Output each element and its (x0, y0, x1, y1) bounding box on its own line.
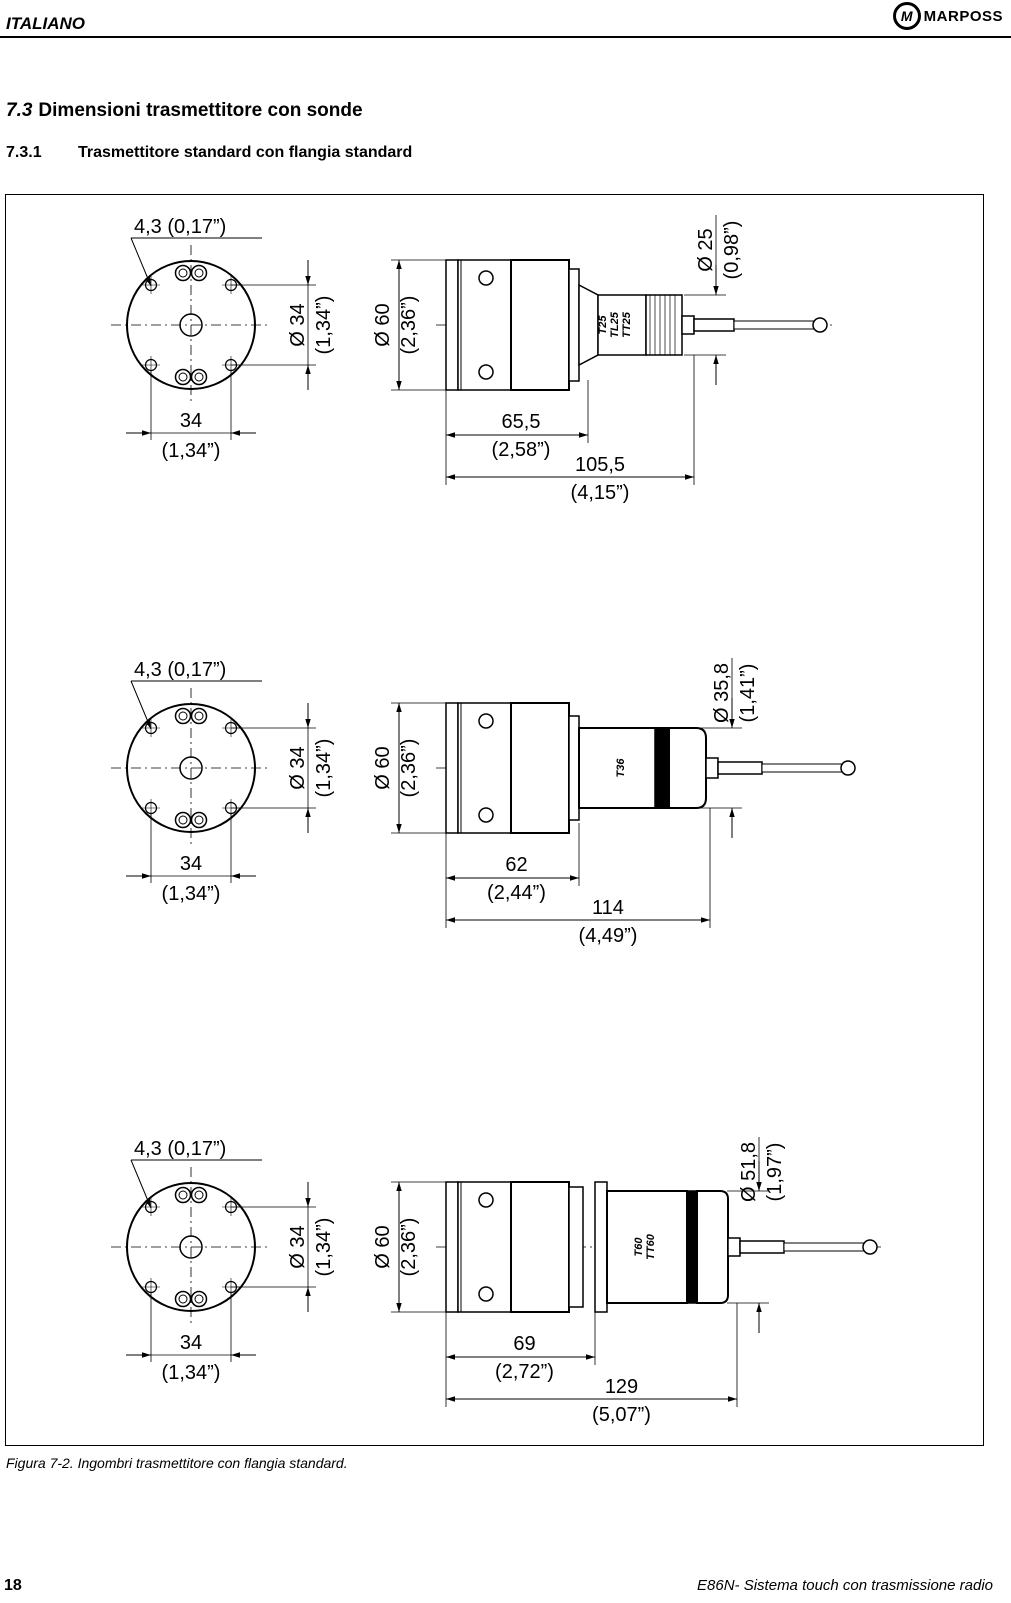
probe-taper (579, 285, 598, 365)
probe-band (687, 1191, 697, 1303)
leader-arrow (131, 1160, 151, 1208)
figure-caption: Figura 7-2. Ingombri trasmettitore con flangia standard. (6, 1455, 348, 1471)
probe-model-label: TT25 (621, 312, 633, 338)
collar (569, 1187, 583, 1307)
stylus-shaft (734, 321, 814, 329)
transmitter-housing (511, 260, 569, 390)
probe-band (655, 728, 669, 808)
flange-diameter-in: (1,34”) (313, 738, 335, 798)
screw-head (176, 266, 191, 281)
body-end-plate (446, 703, 458, 833)
body-block (458, 260, 511, 390)
probe-diameter-mm: Ø 51,8 (738, 1141, 760, 1203)
header-rule (0, 36, 1011, 38)
collar (569, 269, 579, 381)
length-flange-mm: 62 (505, 854, 528, 876)
view-2 (111, 658, 856, 947)
flange-diameter-mm: Ø 34 (287, 303, 309, 347)
probe-model-label: TL25 (609, 312, 621, 338)
flange-diameter-in: (1,34”) (313, 295, 335, 355)
probe-diameter-in: (1,97”) (764, 1142, 786, 1202)
flange-width-mm: 34 (179, 853, 203, 875)
page-number: 18 (4, 1577, 22, 1594)
length-flange-mm: 65,5 (501, 411, 541, 433)
body-block (458, 703, 511, 833)
screw-socket (195, 269, 203, 277)
probe-cap (669, 728, 706, 808)
stylus-shaft (762, 764, 842, 772)
body-end-plate (446, 1182, 458, 1312)
screw-head (176, 709, 191, 724)
probe-diameter-in: (0,98”) (721, 220, 743, 280)
stylus-adapter (682, 316, 694, 334)
screw-head (192, 1292, 207, 1307)
body-diameter-in: (2,36”) (398, 738, 420, 798)
body-diameter-mm: Ø 60 (372, 1225, 394, 1269)
screw-head (192, 266, 207, 281)
stylus-shaft (784, 1243, 864, 1251)
flange-ring (595, 1182, 607, 1312)
flange-width-in: (1,34”) (161, 883, 221, 905)
collar (569, 716, 579, 820)
probe-diameter-mm: Ø 25 (695, 228, 717, 272)
screw-socket (195, 1295, 203, 1303)
length-flange-mm: 69 (513, 1333, 536, 1355)
screw-socket (195, 816, 203, 824)
transmitter-housing (511, 1182, 569, 1312)
body-block (458, 1182, 511, 1312)
screw-socket (179, 712, 187, 720)
body-end-plate (446, 260, 458, 390)
screw-socket (195, 1191, 203, 1199)
probe-cap (646, 295, 682, 355)
stylus-holder (718, 762, 762, 774)
stylus-ball (863, 1240, 877, 1254)
flange-width-in: (1,34”) (161, 1362, 221, 1384)
flange-hole-dimension: 4,3 (0,17”) (134, 1138, 227, 1160)
probe-model-label: T36 (615, 758, 627, 778)
flange-diameter-in: (1,34”) (313, 1217, 335, 1277)
screw-socket (195, 712, 203, 720)
length-total-mm: 114 (592, 897, 624, 919)
marposs-logo-text: MARPOSS (923, 7, 1003, 25)
screw-head (176, 1292, 191, 1307)
document-title: E86N- Sistema touch con trasmissione radio (697, 1577, 993, 1594)
body-diameter-mm: Ø 60 (372, 303, 394, 347)
stylus-holder (740, 1241, 784, 1253)
header-language: ITALIANO (6, 14, 86, 33)
length-total-mm: 129 (604, 1376, 639, 1398)
view-1 (111, 215, 836, 504)
flange-width-in: (1,34”) (161, 440, 221, 462)
stylus-adapter (728, 1238, 740, 1256)
body-diameter-in: (2,36”) (398, 1217, 420, 1277)
stylus-ball (813, 318, 827, 332)
screw-head (176, 1188, 191, 1203)
screw-socket (179, 1295, 187, 1303)
flange-width-mm: 34 (179, 1332, 203, 1354)
flange-diameter-mm: Ø 34 (287, 1225, 309, 1269)
stylus-ball (841, 761, 855, 775)
subsection-title: Trasmettitore standard con flangia standard (78, 144, 413, 161)
section-heading (6, 100, 363, 122)
flange-width-mm: 34 (179, 410, 203, 432)
screw-socket (179, 373, 187, 381)
screw-head (192, 813, 207, 828)
screw-socket (179, 269, 187, 277)
view-3 (111, 1137, 881, 1426)
screw-head (192, 1188, 207, 1203)
subsection-number: 7.3.1 (6, 144, 42, 161)
length-total-in: (4,15”) (570, 482, 630, 504)
length-flange-in: (2,44”) (487, 882, 546, 904)
screw-socket (179, 1191, 187, 1199)
body-diameter-in: (2,36”) (398, 295, 420, 355)
probe-model-label: TT60 (645, 1234, 657, 1260)
marposs-logo (893, 2, 1003, 30)
probe-model-label: T25 (597, 315, 609, 335)
screw-socket (179, 816, 187, 824)
section-number: 7.3 (6, 100, 33, 121)
dimension-figure (5, 194, 984, 1446)
body-diameter-mm: Ø 60 (372, 746, 394, 790)
leader-arrow (131, 681, 151, 729)
screw-head (192, 709, 207, 724)
flange-hole-dimension: 4,3 (0,17”) (134, 659, 227, 681)
probe-model-label: T60 (633, 1237, 645, 1257)
flange-diameter-mm: Ø 34 (287, 746, 309, 790)
length-total-mm: 105,5 (574, 454, 626, 476)
length-total-in: (5,07”) (592, 1404, 651, 1426)
stylus-holder (694, 319, 734, 331)
screw-head (176, 370, 191, 385)
screw-head (192, 370, 207, 385)
length-flange-in: (2,72”) (495, 1361, 554, 1383)
screw-head (176, 813, 191, 828)
leader-arrow (131, 238, 151, 286)
transmitter-housing (511, 703, 569, 833)
marposs-logo-mark-icon: M (893, 2, 921, 30)
probe-diameter-mm: Ø 35,8 (711, 662, 733, 724)
length-total-in: (4,49”) (578, 925, 638, 947)
probe-cap (697, 1191, 728, 1303)
flange-hole-dimension: 4,3 (0,17”) (134, 216, 227, 238)
length-flange-in: (2,58”) (491, 439, 551, 461)
dimension-drawing (6, 195, 983, 1445)
stylus-adapter (706, 758, 718, 778)
screw-socket (195, 373, 203, 381)
probe-diameter-in: (1,41”) (737, 663, 759, 723)
section-title: Dimensioni trasmettitore con sonde (38, 100, 363, 121)
subsection-heading (6, 144, 412, 162)
